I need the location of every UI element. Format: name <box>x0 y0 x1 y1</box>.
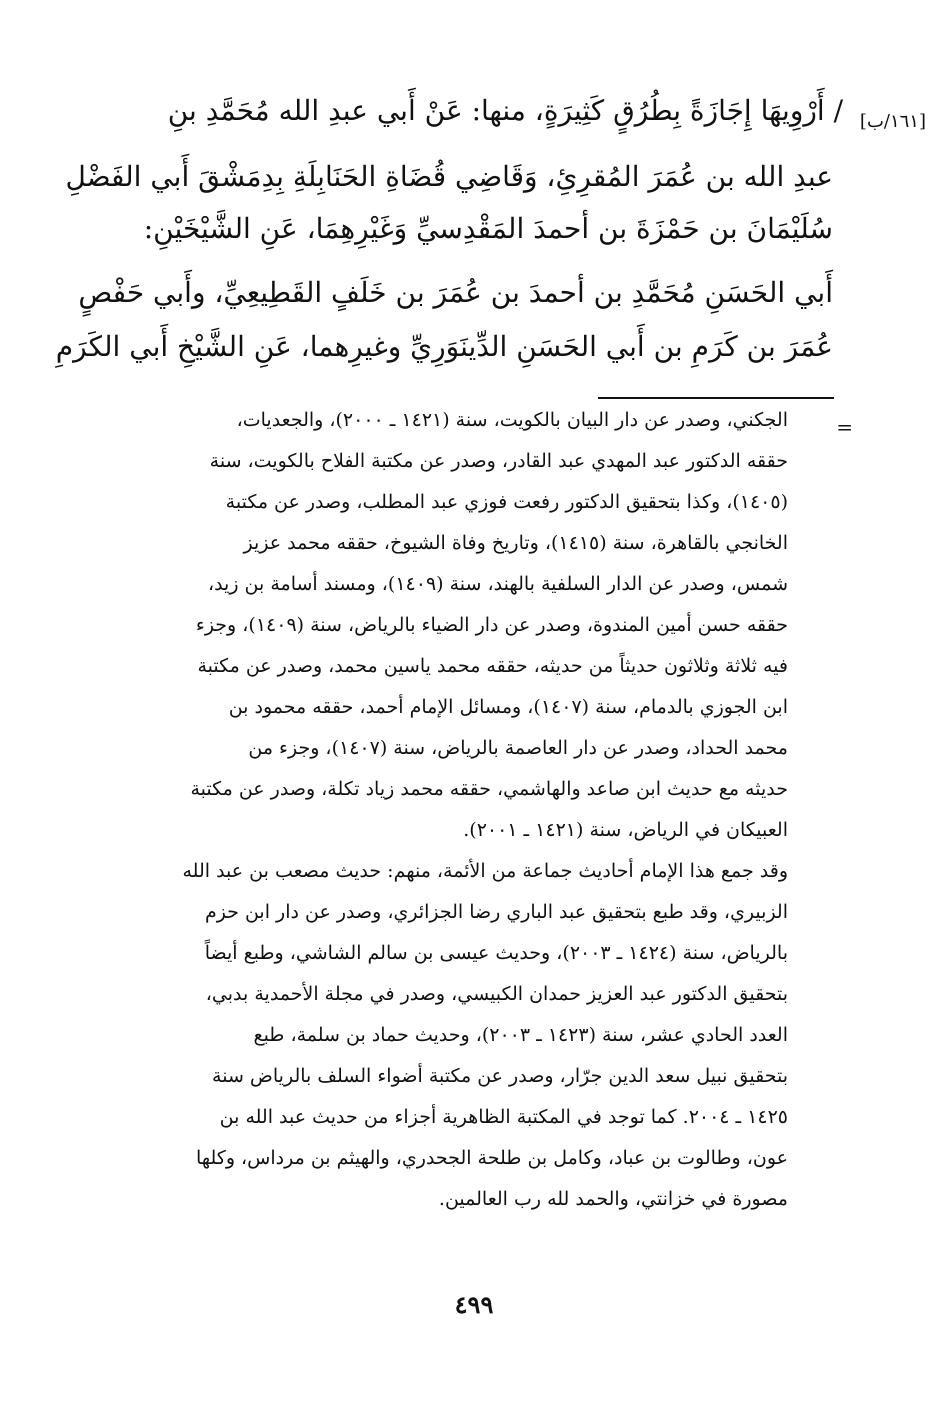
footnote-line: فيه ثلاثة وثلاثون حديثاً من حديثه، حققه محمد ياسين محمد، وصدر عن مكتبة <box>197 655 788 677</box>
footnote-line: الزبيري، وقد طبع بتحقيق عبد الباري رضا الجزائري، وصدر عن دار ابن حزم <box>204 901 788 923</box>
footnote-line: العبيكان في الرياض، سنة (١٤٢١ ـ ٢٠٠١). <box>463 819 788 841</box>
footnote-line: الخانجي بالقاهرة، سنة (١٤١٥)، وتاريخ وفاة الشيوخ، حققه محمد عزيز <box>243 532 788 554</box>
footnote-line: (١٤٠٥)، وكذا بتحقيق الدكتور رفعت فوزي عبد المطلب، وصدر عن مكتبة <box>225 491 788 513</box>
footnote-continuation-mark: = <box>836 415 853 439</box>
footnote-line: حققه الدكتور عبد المهدي عبد القادر، وصدر عن مكتبة الفلاح بالكويت، سنة <box>209 450 788 472</box>
footnote-line: بالرياض، سنة (١٤٢٤ ـ ٢٠٠٣)، وحديث عيسى بن سالم الشاشي، وطبع أيضاً <box>204 942 788 964</box>
main-text-line-1-text: / أَرْوِيهَا إِجَازَةً بِطُرُقٍ كَثِيرَةٍ، منها: عَنْ أَبي عبدِ الله مُحَمَّدِ بنِ <box>167 94 843 127</box>
main-text-line-3: سُلَيْمَانَ بن حَمْزَةَ بن أحمدَ المَقْدِسيِّ وَغَيْرِهِمَا، عَنِ الشَّيْخَيْنِ: <box>143 212 833 245</box>
footnote-line: بتحقيق الدكتور عبد العزيز حمدان الكبيسي، وصدر في مجلة الأحمدية بدبي، <box>205 983 788 1005</box>
footnote-line: حديثه مع حديث ابن صاعد والهاشمي، حققه محمد زياد تكلة، وصدر عن مكتبة <box>190 778 788 800</box>
folio-marker: [١٦١/ب] <box>859 111 926 132</box>
footnote-line: العدد الحادي عشر، سنة (١٤٢٣ ـ ٢٠٠٣)، وحديث حماد بن سلمة، طبع <box>253 1024 788 1046</box>
footnote-line: عون، وطالوت بن عباد، وكامل بن طلحة الجحدري، والهيثم بن مرداس، وكلها <box>195 1147 788 1169</box>
footnote-separator <box>598 397 834 399</box>
page-number: ٤٩٩ <box>454 1290 494 1319</box>
footnote-line: حققه حسن أمين المندوة، وصدر عن دار الضياء بالرياض، سنة (١٤٠٩)، وجزء <box>195 614 788 636</box>
footnote-line: شمس، وصدر عن الدار السلفية بالهند، سنة (١٤٠٩)، ومسند أسامة بن زيد، <box>207 573 788 595</box>
footnote-line: ابن الجوزي بالدمام، سنة (١٤٠٧)، ومسائل الإمام أحمد، حققه محمود بن <box>228 696 788 718</box>
main-text-line-5: عُمَرَ بن كَرَمِ بن أَبي الحَسَنِ الدِّينَوَرِيِّ وغيرِهما، عَنِ الشَّيْخِ أَبي الكَرَمِ <box>55 330 833 363</box>
main-text-line-2: عبدِ الله بن عُمَرَ المُقرِئِ، وَقَاضِي قُضَاةِ الحَنَابِلَةِ بِدِمَشْقَ أَبي الفَضْلِ <box>65 160 833 193</box>
footnote-line: بتحقيق نبيل سعد الدين جرّار، وصدر عن مكتبة أضواء السلف بالرياض سنة <box>212 1065 788 1087</box>
main-text-line-4: أَبي الحَسَنِ مُحَمَّدِ بن أحمدَ بن عُمَرَ بن خَلَفٍ القَطِيعِيِّ، وأَبي حَفْصٍ <box>78 276 833 309</box>
footnote-line: الجكني، وصدر عن دار البيان بالكويت، سنة (١٤٢١ ـ ٢٠٠٠)، والجعديات، <box>236 409 788 431</box>
footnote-line: محمد الحداد، وصدر عن دار العاصمة بالرياض، سنة (١٤٠٧)، وجزء من <box>248 737 788 759</box>
main-text-line-1 <box>168 94 843 127</box>
footnote-line: ١٤٢٥ ـ ٢٠٠٤. كما توجد في المكتبة الظاهرية أجزاء من حديث عبد الله بن <box>219 1106 788 1128</box>
footnote-line: مصورة في خزانتي، والحمد لله رب العالمين. <box>438 1188 788 1210</box>
footnote-line: وقد جمع هذا الإمام أحاديث جماعة من الأئمة، منهم: حديث مصعب بن عبد الله <box>182 860 788 882</box>
